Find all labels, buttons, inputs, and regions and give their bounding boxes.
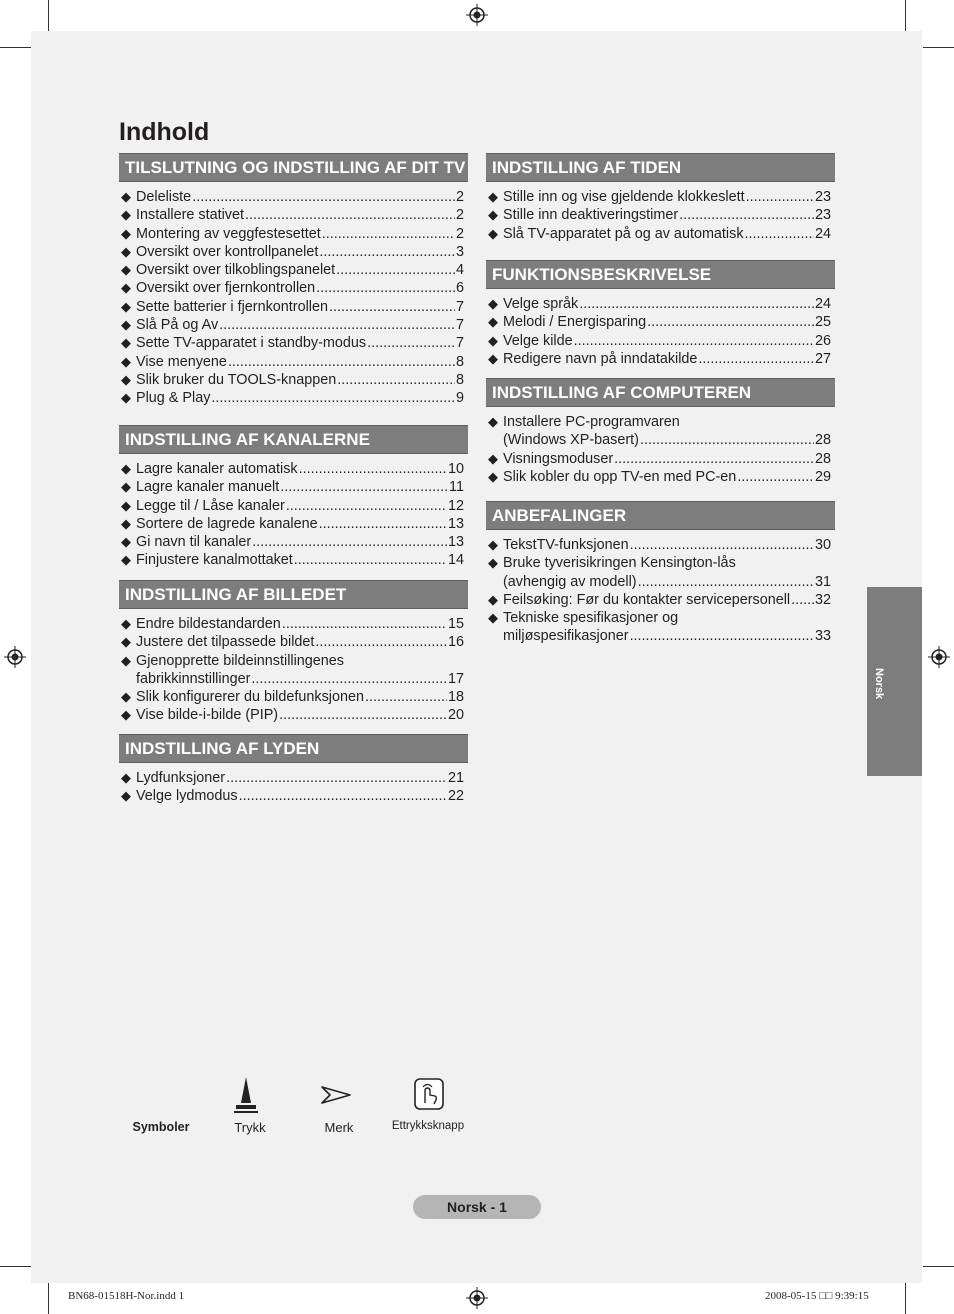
registration-mark-icon xyxy=(928,646,950,668)
toc-entry-page-number: 18 xyxy=(447,689,464,706)
toc-entry[interactable] xyxy=(119,615,468,633)
crop-mark xyxy=(48,0,49,31)
dot-leader xyxy=(279,706,447,724)
dot-leader xyxy=(336,261,455,279)
diamond-bullet-icon: ◆ xyxy=(488,207,498,223)
diamond-bullet-icon: ◆ xyxy=(488,314,498,330)
toc-entry[interactable] xyxy=(486,591,835,609)
toc-entry-page-number: 32 xyxy=(814,591,831,608)
toc-entry[interactable] xyxy=(119,334,468,352)
toc-entry-text: Plug & Play xyxy=(136,390,211,407)
toc-entry-text: miljøspesifikasjoner xyxy=(503,628,629,645)
toc-entry-page-number: 30 xyxy=(814,537,831,553)
toc-entry[interactable] xyxy=(119,769,468,787)
dot-leader xyxy=(286,497,447,515)
note-arrow-icon xyxy=(321,1085,351,1105)
toc-entry-page-number: 11 xyxy=(449,479,464,496)
crop-mark xyxy=(905,1283,906,1314)
toc-entry-text: Sortere de lagrede kanalene xyxy=(136,515,318,532)
diamond-bullet-icon: ◆ xyxy=(121,317,131,333)
toc-entry[interactable] xyxy=(119,261,468,279)
diamond-bullet-icon: ◆ xyxy=(121,298,131,314)
diamond-bullet-icon: ◆ xyxy=(488,189,498,204)
crop-mark xyxy=(923,1266,954,1267)
diamond-bullet-icon: ◆ xyxy=(121,353,131,369)
dot-leader xyxy=(737,468,814,486)
print-file-slug: BN68-01518H-Nor.indd 1 xyxy=(68,1290,185,1302)
dot-leader xyxy=(251,670,447,688)
toc-section xyxy=(486,153,835,243)
toc-entry-list xyxy=(486,295,835,368)
toc-entry-page-number: 2 xyxy=(455,189,464,205)
toc-entry-text: (avhengig av modell) xyxy=(503,573,637,590)
toc-entry-page-number: 7 xyxy=(455,298,464,315)
toc-entry-text: TekstTV-funksjonen xyxy=(503,537,629,553)
toc-entry-page-number: 10 xyxy=(447,461,464,477)
language-side-label: Norsk xyxy=(873,668,885,700)
toc-entry[interactable] xyxy=(119,633,468,651)
diamond-bullet-icon: ◆ xyxy=(488,537,498,552)
toc-entry-page-number: 28 xyxy=(814,450,831,467)
toc-entry[interactable] xyxy=(486,413,835,450)
toc-entry[interactable] xyxy=(486,225,835,243)
diamond-bullet-icon: ◆ xyxy=(488,450,498,466)
dot-leader xyxy=(192,188,455,206)
toc-entry[interactable] xyxy=(119,460,468,478)
toc-entry[interactable] xyxy=(119,478,468,496)
toc-entry-text: Stille inn deaktiveringstimer xyxy=(503,207,679,224)
dot-leader xyxy=(647,313,814,331)
diamond-bullet-icon: ◆ xyxy=(488,332,498,348)
dot-leader xyxy=(316,279,455,297)
toc-entry[interactable] xyxy=(486,536,835,554)
diamond-bullet-icon: ◆ xyxy=(488,591,498,607)
dot-leader xyxy=(315,633,447,651)
toc-entry[interactable] xyxy=(486,468,835,486)
section-heading: FUNKTIONSBESKRIVELSE xyxy=(486,260,835,289)
toc-entry-text: Slå TV-apparatet på og av automatisk xyxy=(503,225,744,242)
page-number: Norsk - 1 xyxy=(413,1195,541,1219)
toc-entry-page-number: 26 xyxy=(814,332,831,349)
press-label: Trykk xyxy=(234,1120,266,1135)
toc-entry-page-number: 8 xyxy=(455,371,464,388)
toc-entry-text: Gi navn til kanaler xyxy=(136,534,252,551)
dot-leader xyxy=(367,334,455,352)
section-heading: INDSTILLING AF KANALERNE xyxy=(119,425,468,454)
toc-entry-text: fabrikkinnstillinger xyxy=(136,670,251,687)
toc-entry[interactable] xyxy=(119,652,468,689)
toc-entry-page-number: 7 xyxy=(455,317,464,334)
registration-mark-icon xyxy=(4,646,26,668)
dot-leader xyxy=(319,515,447,533)
toc-entry[interactable] xyxy=(486,554,835,591)
dot-leader xyxy=(791,591,814,609)
toc-entry-page-number: 23 xyxy=(814,207,831,224)
dot-leader xyxy=(579,295,814,313)
diamond-bullet-icon: ◆ xyxy=(488,414,498,429)
dot-leader xyxy=(252,533,447,551)
diamond-bullet-icon: ◆ xyxy=(121,280,131,296)
toc-entry-list xyxy=(119,615,468,725)
toc-entry-list xyxy=(119,460,468,570)
diamond-bullet-icon: ◆ xyxy=(121,479,131,495)
dot-leader xyxy=(319,243,455,261)
diamond-bullet-icon: ◆ xyxy=(121,515,131,531)
diamond-bullet-icon: ◆ xyxy=(121,770,131,785)
toc-entry-page-number: 21 xyxy=(447,770,464,786)
toc-entry-text: Lagre kanaler manuelt xyxy=(136,479,280,496)
diamond-bullet-icon: ◆ xyxy=(488,468,498,484)
toc-entry-text-line1: Tekniske spesifikasjoner og xyxy=(503,610,679,627)
toc-entry-page-number: 6 xyxy=(455,280,464,297)
diamond-bullet-icon: ◆ xyxy=(488,555,498,571)
toc-entry-text: Visningsmoduser xyxy=(503,450,614,467)
dot-leader xyxy=(228,353,455,371)
diamond-bullet-icon: ◆ xyxy=(121,534,131,550)
toc-entry-page-number: 3 xyxy=(455,243,464,260)
toc-entry-text: Slik kobler du opp TV-en med PC-en xyxy=(503,468,737,485)
diamond-bullet-icon: ◆ xyxy=(121,189,131,204)
toc-entry-page-number: 2 xyxy=(455,207,464,224)
toc-entry-text-line1: Bruke tyverisikringen Kensington-lås xyxy=(503,555,736,572)
section-heading: INDSTILLING AF TIDEN xyxy=(486,153,835,182)
section-heading: INDSTILLING AF COMPUTEREN xyxy=(486,378,835,407)
toc-entry[interactable] xyxy=(119,706,468,724)
toc-entry-text: Oversikt over kontrollpanelet xyxy=(136,243,319,260)
toc-entry-text: Oversikt over fjernkontrollen xyxy=(136,280,316,297)
toc-entry-page-number: 2 xyxy=(455,225,464,242)
dot-leader xyxy=(630,627,814,645)
dot-leader xyxy=(280,478,448,496)
toc-entry[interactable] xyxy=(119,389,468,407)
toc-entry-page-number: 16 xyxy=(447,634,464,651)
toc-entry-text: Installere stativet xyxy=(136,207,244,224)
diamond-bullet-icon: ◆ xyxy=(121,225,131,241)
toc-entry-page-number: 20 xyxy=(447,707,464,724)
toc-entry-list xyxy=(486,188,835,243)
toc-entry-text: Lagre kanaler automatisk xyxy=(136,461,298,477)
toc-entry-page-number: 24 xyxy=(814,225,831,242)
toc-entry-list xyxy=(486,536,835,646)
dot-leader xyxy=(239,787,447,805)
symbols-label: Symboler xyxy=(132,1120,190,1134)
dot-leader xyxy=(746,188,814,206)
diamond-bullet-icon: ◆ xyxy=(121,371,131,387)
dot-leader xyxy=(698,350,814,368)
toc-entry[interactable] xyxy=(119,688,468,706)
toc-entry-list xyxy=(119,188,468,408)
toc-entry-page-number: 22 xyxy=(447,788,464,805)
toc-entry-text: Deleliste xyxy=(136,189,192,205)
toc-section xyxy=(486,501,835,646)
dot-leader xyxy=(574,332,814,350)
toc-entry-text: Oversikt over tilkoblingspanelet xyxy=(136,262,336,279)
diamond-bullet-icon: ◆ xyxy=(121,788,131,804)
page-title: Indhold xyxy=(119,118,210,146)
toc-entry-text: Endre bildestandarden xyxy=(136,616,281,632)
dot-leader xyxy=(299,460,447,478)
toc-entry-text: Slik bruker du TOOLS-knappen xyxy=(136,371,337,388)
dot-leader xyxy=(679,206,814,224)
one-touch-label: Ettrykksknapp xyxy=(391,1120,465,1132)
toc-entry-page-number: 4 xyxy=(455,262,464,279)
dot-leader xyxy=(337,371,455,389)
registration-mark-icon xyxy=(466,1287,488,1309)
dot-leader xyxy=(745,225,814,243)
crop-mark xyxy=(0,47,31,48)
dot-leader xyxy=(282,615,447,633)
toc-entry-text-line1: Installere PC-programvaren xyxy=(503,414,680,430)
toc-entry-text: Montering av veggfestesettet xyxy=(136,225,321,242)
toc-entry-page-number: 24 xyxy=(814,296,831,312)
registration-mark-icon xyxy=(466,4,488,26)
diamond-bullet-icon: ◆ xyxy=(488,296,498,311)
diamond-bullet-icon: ◆ xyxy=(121,707,131,723)
dot-leader xyxy=(245,206,455,224)
diamond-bullet-icon: ◆ xyxy=(121,461,131,476)
toc-entry[interactable] xyxy=(486,609,835,646)
diamond-bullet-icon: ◆ xyxy=(121,390,131,406)
toc-entry[interactable] xyxy=(119,533,468,551)
section-heading: TILSLUTNING OG INDSTILLING AF DIT TV xyxy=(119,153,468,182)
diamond-bullet-icon: ◆ xyxy=(121,335,131,351)
toc-entry-text: Feilsøking: Før du kontakter servicepersonell xyxy=(503,591,791,608)
toc-section xyxy=(119,734,468,806)
toc-entry-page-number: 13 xyxy=(447,515,464,532)
toc-entry[interactable] xyxy=(486,450,835,468)
toc-entry-text: Stille inn og vise gjeldende klokkeslett xyxy=(503,189,745,205)
print-date-slug: 2008-05-15 □□ 9:39:15 xyxy=(765,1290,869,1302)
toc-entry[interactable] xyxy=(119,787,468,805)
toc-entry-page-number: 8 xyxy=(455,353,464,370)
crop-mark xyxy=(923,47,954,48)
diamond-bullet-icon: ◆ xyxy=(121,689,131,705)
crop-mark xyxy=(905,0,906,31)
dot-leader xyxy=(329,298,455,316)
diamond-bullet-icon: ◆ xyxy=(121,207,131,223)
toc-entry-text: Finjustere kanalmottaket xyxy=(136,552,293,569)
toc-entry-page-number: 27 xyxy=(814,350,831,367)
dot-leader xyxy=(219,316,455,334)
toc-section xyxy=(486,378,835,486)
one-touch-button-icon xyxy=(413,1077,445,1111)
toc-entry-page-number: 25 xyxy=(814,314,831,331)
toc-entry[interactable] xyxy=(486,295,835,313)
toc-entry[interactable] xyxy=(486,313,835,331)
section-heading: INDSTILLING AF LYDEN xyxy=(119,734,468,763)
toc-entry-text: Velge kilde xyxy=(503,332,573,349)
toc-entry-page-number: 28 xyxy=(814,432,831,449)
toc-entry-text: Vise menyene xyxy=(136,353,227,370)
diamond-bullet-icon: ◆ xyxy=(121,243,131,259)
dot-leader xyxy=(640,431,814,449)
toc-entry-text: Vise bilde-i-bilde (PIP) xyxy=(136,707,279,724)
diamond-bullet-icon: ◆ xyxy=(121,616,131,631)
toc-section xyxy=(119,153,468,408)
diamond-bullet-icon: ◆ xyxy=(121,262,131,278)
section-heading: INDSTILLING AF BILLEDET xyxy=(119,580,468,609)
toc-entry[interactable] xyxy=(119,225,468,243)
dot-leader xyxy=(322,225,455,243)
dot-leader xyxy=(614,450,814,468)
dot-leader xyxy=(630,536,814,554)
toc-entry-page-number: 17 xyxy=(447,670,464,687)
toc-entry-page-number: 23 xyxy=(814,189,831,205)
press-icon xyxy=(233,1075,259,1115)
toc-entry[interactable] xyxy=(486,188,835,206)
dot-leader xyxy=(211,389,455,407)
toc-entry[interactable] xyxy=(119,353,468,371)
toc-entry-text: Lydfunksjoner xyxy=(136,770,226,786)
toc-section xyxy=(486,260,835,368)
toc-entry[interactable] xyxy=(119,279,468,297)
toc-entry-page-number: 15 xyxy=(447,616,464,632)
toc-entry-page-number: 31 xyxy=(814,573,831,590)
toc-entry[interactable] xyxy=(119,298,468,316)
diamond-bullet-icon: ◆ xyxy=(488,225,498,241)
dot-leader xyxy=(226,769,447,787)
toc-entry[interactable] xyxy=(119,206,468,224)
toc-section xyxy=(119,425,468,570)
diamond-bullet-icon: ◆ xyxy=(121,652,131,668)
toc-section xyxy=(119,580,468,725)
toc-entry[interactable] xyxy=(119,188,468,206)
toc-entry-page-number: 12 xyxy=(447,497,464,514)
note-label: Merk xyxy=(324,1120,354,1135)
toc-entry[interactable] xyxy=(119,371,468,389)
crop-mark xyxy=(0,1266,31,1267)
toc-entry[interactable] xyxy=(486,206,835,224)
toc-entry-text: Redigere navn på inndatakilde xyxy=(503,350,698,367)
toc-entry[interactable] xyxy=(119,243,468,261)
toc-entry-text: Justere det tilpassede bildet xyxy=(136,634,315,651)
toc-entry-text: Slå På og Av xyxy=(136,317,219,334)
diamond-bullet-icon: ◆ xyxy=(121,552,131,568)
diamond-bullet-icon: ◆ xyxy=(488,350,498,366)
toc-entry[interactable] xyxy=(119,515,468,533)
dot-leader xyxy=(294,551,447,569)
toc-entry-list xyxy=(119,769,468,806)
toc-entry-text: Sette batterier i fjernkontrollen xyxy=(136,298,328,315)
dot-leader xyxy=(365,688,447,706)
toc-entry-page-number: 14 xyxy=(447,552,464,569)
toc-entry-text: Sette TV-apparatet i standby-modus xyxy=(136,335,367,352)
diamond-bullet-icon: ◆ xyxy=(121,497,131,513)
crop-mark xyxy=(48,1283,49,1314)
toc-entry-page-number: 7 xyxy=(455,335,464,352)
toc-entry-text: Legge til / Låse kanaler xyxy=(136,497,285,514)
toc-entry-page-number: 13 xyxy=(447,534,464,551)
toc-entry-page-number: 9 xyxy=(455,390,464,407)
toc-entry-text: Melodi / Energisparing xyxy=(503,314,647,331)
toc-entry[interactable] xyxy=(486,332,835,350)
toc-entry[interactable] xyxy=(119,497,468,515)
toc-entry[interactable] xyxy=(119,316,468,334)
toc-entry[interactable] xyxy=(119,551,468,569)
diamond-bullet-icon: ◆ xyxy=(488,610,498,626)
toc-entry-text: Velge lydmodus xyxy=(136,788,238,805)
dot-leader xyxy=(638,573,814,591)
toc-entry-text-line1: Gjenopprette bildeinnstillingenes xyxy=(136,652,345,669)
section-heading: ANBEFALINGER xyxy=(486,501,835,530)
toc-entry-page-number: 29 xyxy=(814,468,831,485)
toc-entry-text: Slik konfigurerer du bildefunksjonen xyxy=(136,689,364,706)
toc-entry-page-number: 33 xyxy=(814,628,831,645)
toc-entry-text: Velge språk xyxy=(503,296,579,312)
toc-entry-list xyxy=(486,413,835,486)
toc-entry-text: (Windows XP-basert) xyxy=(503,432,639,449)
toc-entry[interactable] xyxy=(486,350,835,368)
diamond-bullet-icon: ◆ xyxy=(121,634,131,650)
